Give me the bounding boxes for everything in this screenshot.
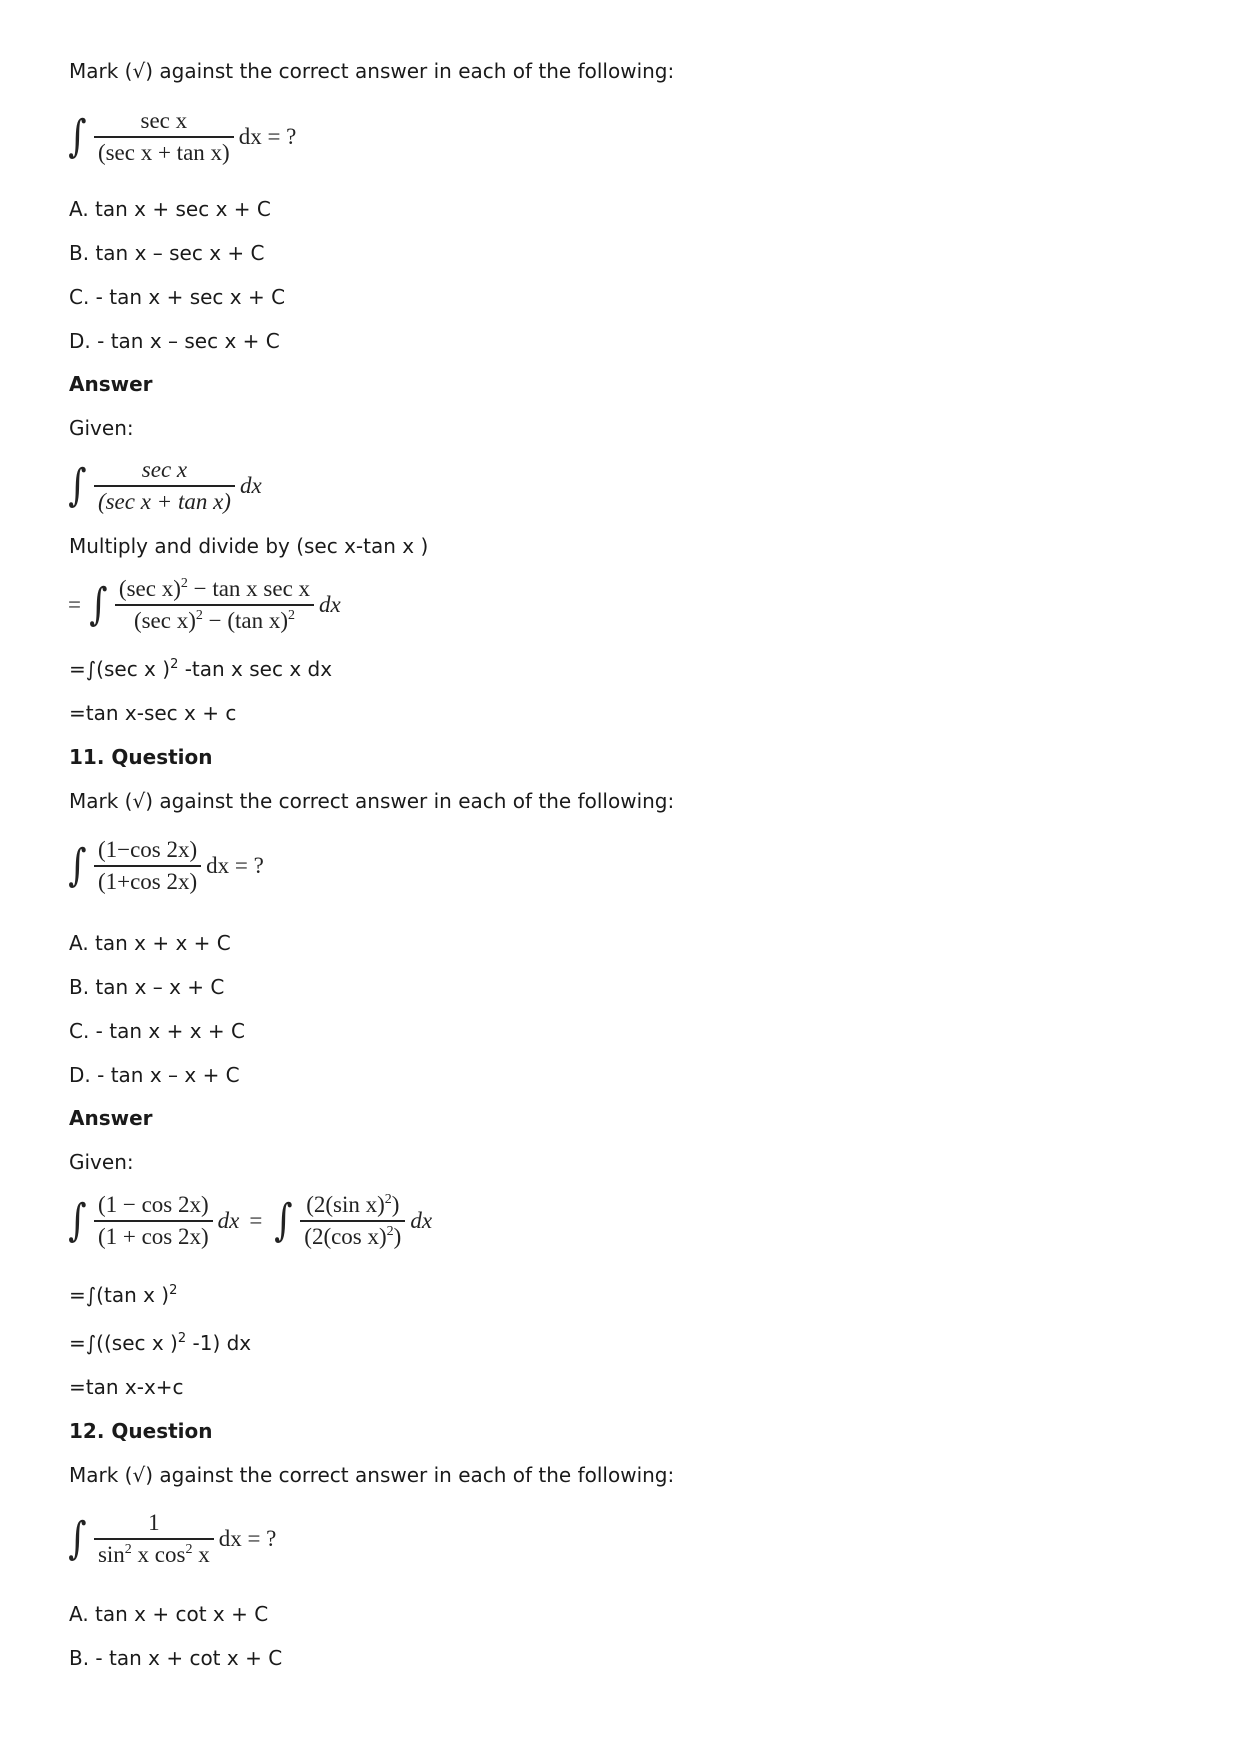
q10-answer-label: Answer <box>69 372 153 396</box>
q11-result: =tan x-x+c <box>69 1375 184 1399</box>
step2-part: -1) dx <box>186 1331 252 1355</box>
equals-sign: = <box>249 1207 263 1233</box>
q11-heading: 11. Question <box>69 745 213 769</box>
q11-option-d: D. - tan x – x + C <box>69 1063 240 1087</box>
denominator-part: (2(cos x) <box>304 1223 387 1249</box>
numerator: 1 <box>148 1510 160 1535</box>
q10-option-c: C. - tan x + sec x + C <box>69 285 286 309</box>
step2-part: =∫(sec x ) <box>69 657 171 681</box>
q11-option-b: B. tan x – x + C <box>69 975 225 999</box>
denominator: (1 + cos 2x) <box>97 1223 209 1249</box>
exponent: 2 <box>195 607 203 623</box>
denominator-part: ) <box>393 1223 402 1249</box>
numerator: sec x <box>140 108 188 133</box>
integral-tail: dx <box>239 472 262 498</box>
numerator <box>115 574 314 604</box>
denominator: (sec x + tan x) <box>97 139 230 165</box>
fraction <box>300 1190 405 1252</box>
q11-given-label: Given: <box>69 1150 134 1174</box>
denominator: (1+cos 2x) <box>97 868 198 894</box>
q11-integral-expression <box>66 835 264 897</box>
denominator-part: sin <box>97 1541 125 1567</box>
q10-option-a: A. tan x + sec x + C <box>69 197 271 221</box>
denominator <box>130 606 299 636</box>
q10-result: =tan x-sec x + c <box>69 701 237 725</box>
numerator-part: ) <box>391 1192 400 1217</box>
q11-answer-label: Answer <box>69 1106 153 1130</box>
q10-option-b: B. tan x – sec x + C <box>69 241 265 265</box>
exponent: 2 <box>124 1541 132 1557</box>
q12-heading: 12. Question <box>69 1419 213 1443</box>
exponent: 2 <box>386 1223 394 1239</box>
numerator: sec x <box>141 457 188 482</box>
exponent: 2 <box>177 1331 187 1346</box>
q10-instruction: Mark (√) against the correct answer in each of the following: <box>69 59 675 83</box>
integral-tail: dx <box>410 1207 433 1233</box>
q11-given-expression <box>66 1190 432 1252</box>
numerator-part: (2(sin x) <box>306 1192 385 1217</box>
integral-sign: ∫ <box>89 578 108 630</box>
exponent: 2 <box>185 1541 193 1557</box>
numerator: (1 − cos 2x) <box>97 1192 209 1217</box>
numerator: (1−cos 2x) <box>97 837 198 862</box>
fraction <box>94 835 201 897</box>
numerator-part: (sec x) <box>118 576 181 601</box>
q10-integral-expression <box>66 106 296 168</box>
denominator-part: − (tan x) <box>202 607 289 633</box>
q10-given-expression <box>66 455 262 517</box>
integral-tail: dx = ? <box>238 123 297 149</box>
q11-step2 <box>69 1330 251 1356</box>
q11-instruction: Mark (√) against the correct answer in each of the following: <box>69 789 675 813</box>
integral-sign: ∫ <box>68 839 87 891</box>
integral-tail: dx = ? <box>206 852 264 878</box>
q10-step-expression <box>66 574 341 636</box>
step1-part: =∫(tan x ) <box>69 1283 170 1307</box>
numerator-part: − tan x sec x <box>187 576 311 601</box>
fraction <box>94 1508 214 1570</box>
q12-instruction: Mark (√) against the correct answer in each of the following: <box>69 1463 675 1487</box>
q12-option-a: A. tan x + cot x + C <box>69 1602 269 1626</box>
integral-sign: ∫ <box>68 1512 87 1564</box>
equals-sign: = <box>68 591 81 617</box>
q10-step2 <box>69 656 332 682</box>
q12-integral-expression <box>66 1508 276 1570</box>
q10-option-d: D. - tan x – sec x + C <box>69 329 280 353</box>
step2-part: =∫((sec x ) <box>69 1331 178 1355</box>
integral-sign: ∫ <box>68 1194 87 1246</box>
integral-sign: ∫ <box>68 110 87 162</box>
denominator <box>94 1540 214 1570</box>
step2-part: -tan x sec x dx <box>178 657 333 681</box>
integral-sign: ∫ <box>68 459 87 511</box>
q10-given-label: Given: <box>69 416 134 440</box>
denominator-part: x cos <box>131 1541 186 1567</box>
exponent: 2 <box>170 657 179 672</box>
fraction <box>115 574 314 636</box>
integral-tail: dx <box>319 591 341 617</box>
fraction <box>94 106 234 168</box>
q12-option-b: B. - tan x + cot x + C <box>69 1646 283 1670</box>
exponent: 2 <box>180 576 188 591</box>
denominator <box>300 1222 405 1252</box>
denominator: (sec x + tan x) <box>97 488 231 514</box>
q11-option-a: A. tan x + x + C <box>69 931 231 955</box>
integral-sign: ∫ <box>274 1194 293 1246</box>
exponent: 2 <box>384 1192 392 1207</box>
fraction <box>94 1190 213 1252</box>
integral-tail: dx <box>217 1207 240 1233</box>
fraction <box>94 455 235 517</box>
q10-step-text: Multiply and divide by (sec x-tan x ) <box>69 534 429 558</box>
q11-option-c: C. - tan x + x + C <box>69 1019 245 1043</box>
numerator <box>302 1190 403 1220</box>
integral-tail: dx = ? <box>218 1525 277 1551</box>
exponent: 2 <box>288 607 296 623</box>
q11-step1 <box>69 1282 177 1308</box>
exponent: 2 <box>169 1283 178 1298</box>
denominator-part: (sec x) <box>133 607 196 633</box>
denominator-part: x <box>192 1541 210 1567</box>
